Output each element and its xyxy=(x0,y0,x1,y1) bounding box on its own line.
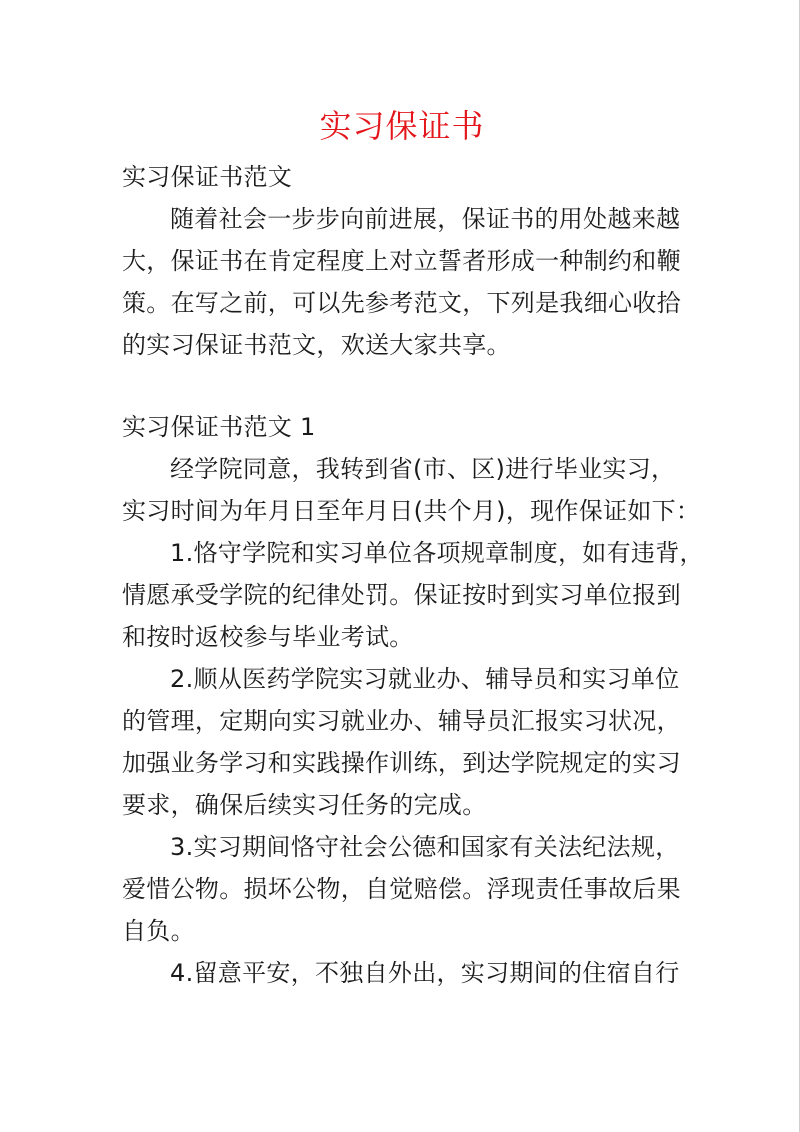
item-line: 2.顺从医药学院实习就业办、辅导员和实习单位 xyxy=(170,665,680,693)
item-line: 和按时返校参与毕业考试。 xyxy=(122,623,414,651)
item-line: 3.实习期间恪守社会公德和国家有关法纪法规， xyxy=(170,833,680,861)
blank-line xyxy=(122,366,682,406)
item-4 xyxy=(122,952,682,994)
item-line: 4.留意平安，不独自外出，实习期间的住宿自行 xyxy=(170,959,680,987)
intro-line: 大，保证书在肯定程度上对立誓者形成一种制约和鞭 xyxy=(122,247,681,275)
item-line: 爱惜公物。损坏公物，自觉赔偿。浮现责任事故后果 xyxy=(122,875,681,903)
intro-line: 的实习保证书范文，欢送大家共享。 xyxy=(122,331,511,359)
item-line: 自负。 xyxy=(122,917,195,945)
item-2 xyxy=(122,658,682,826)
intro-line: 随着社会一步步向前进展，保证书的用处越来越 xyxy=(170,205,681,233)
item-line: 要求，确保后续实习任务的完成。 xyxy=(122,791,487,819)
intro-paragraph xyxy=(122,198,682,366)
item-line: 1.恪守学院和实习单位各项规章制度，如有违背， xyxy=(170,539,704,567)
paragraph-line: 经学院同意，我转到省(市、区)进行毕业实习， xyxy=(170,455,676,483)
item-line: 的管理，定期向实习就业办、辅导员汇报实习状况， xyxy=(122,707,681,735)
document-title: 实习保证书 xyxy=(319,107,485,145)
document-body xyxy=(122,96,704,994)
item-1 xyxy=(122,532,704,658)
subtitle: 实习保证书范文 xyxy=(122,163,293,191)
section-heading: 实习保证书范文 1 xyxy=(122,413,316,441)
item-3 xyxy=(122,826,682,952)
paragraph-1 xyxy=(122,448,701,532)
paragraph-line: 实习时间为年月日至年月日(共个月)，现作保证如下： xyxy=(122,497,701,525)
intro-line: 策。在写之前，可以先参考范文，下列是我细心收拾 xyxy=(122,289,681,317)
item-line: 加强业务学习和实践操作训练，到达学院规定的实习 xyxy=(122,749,681,777)
item-line: 情愿承受学院的纪律处罚。保证按时到实习单位报到 xyxy=(122,581,681,609)
